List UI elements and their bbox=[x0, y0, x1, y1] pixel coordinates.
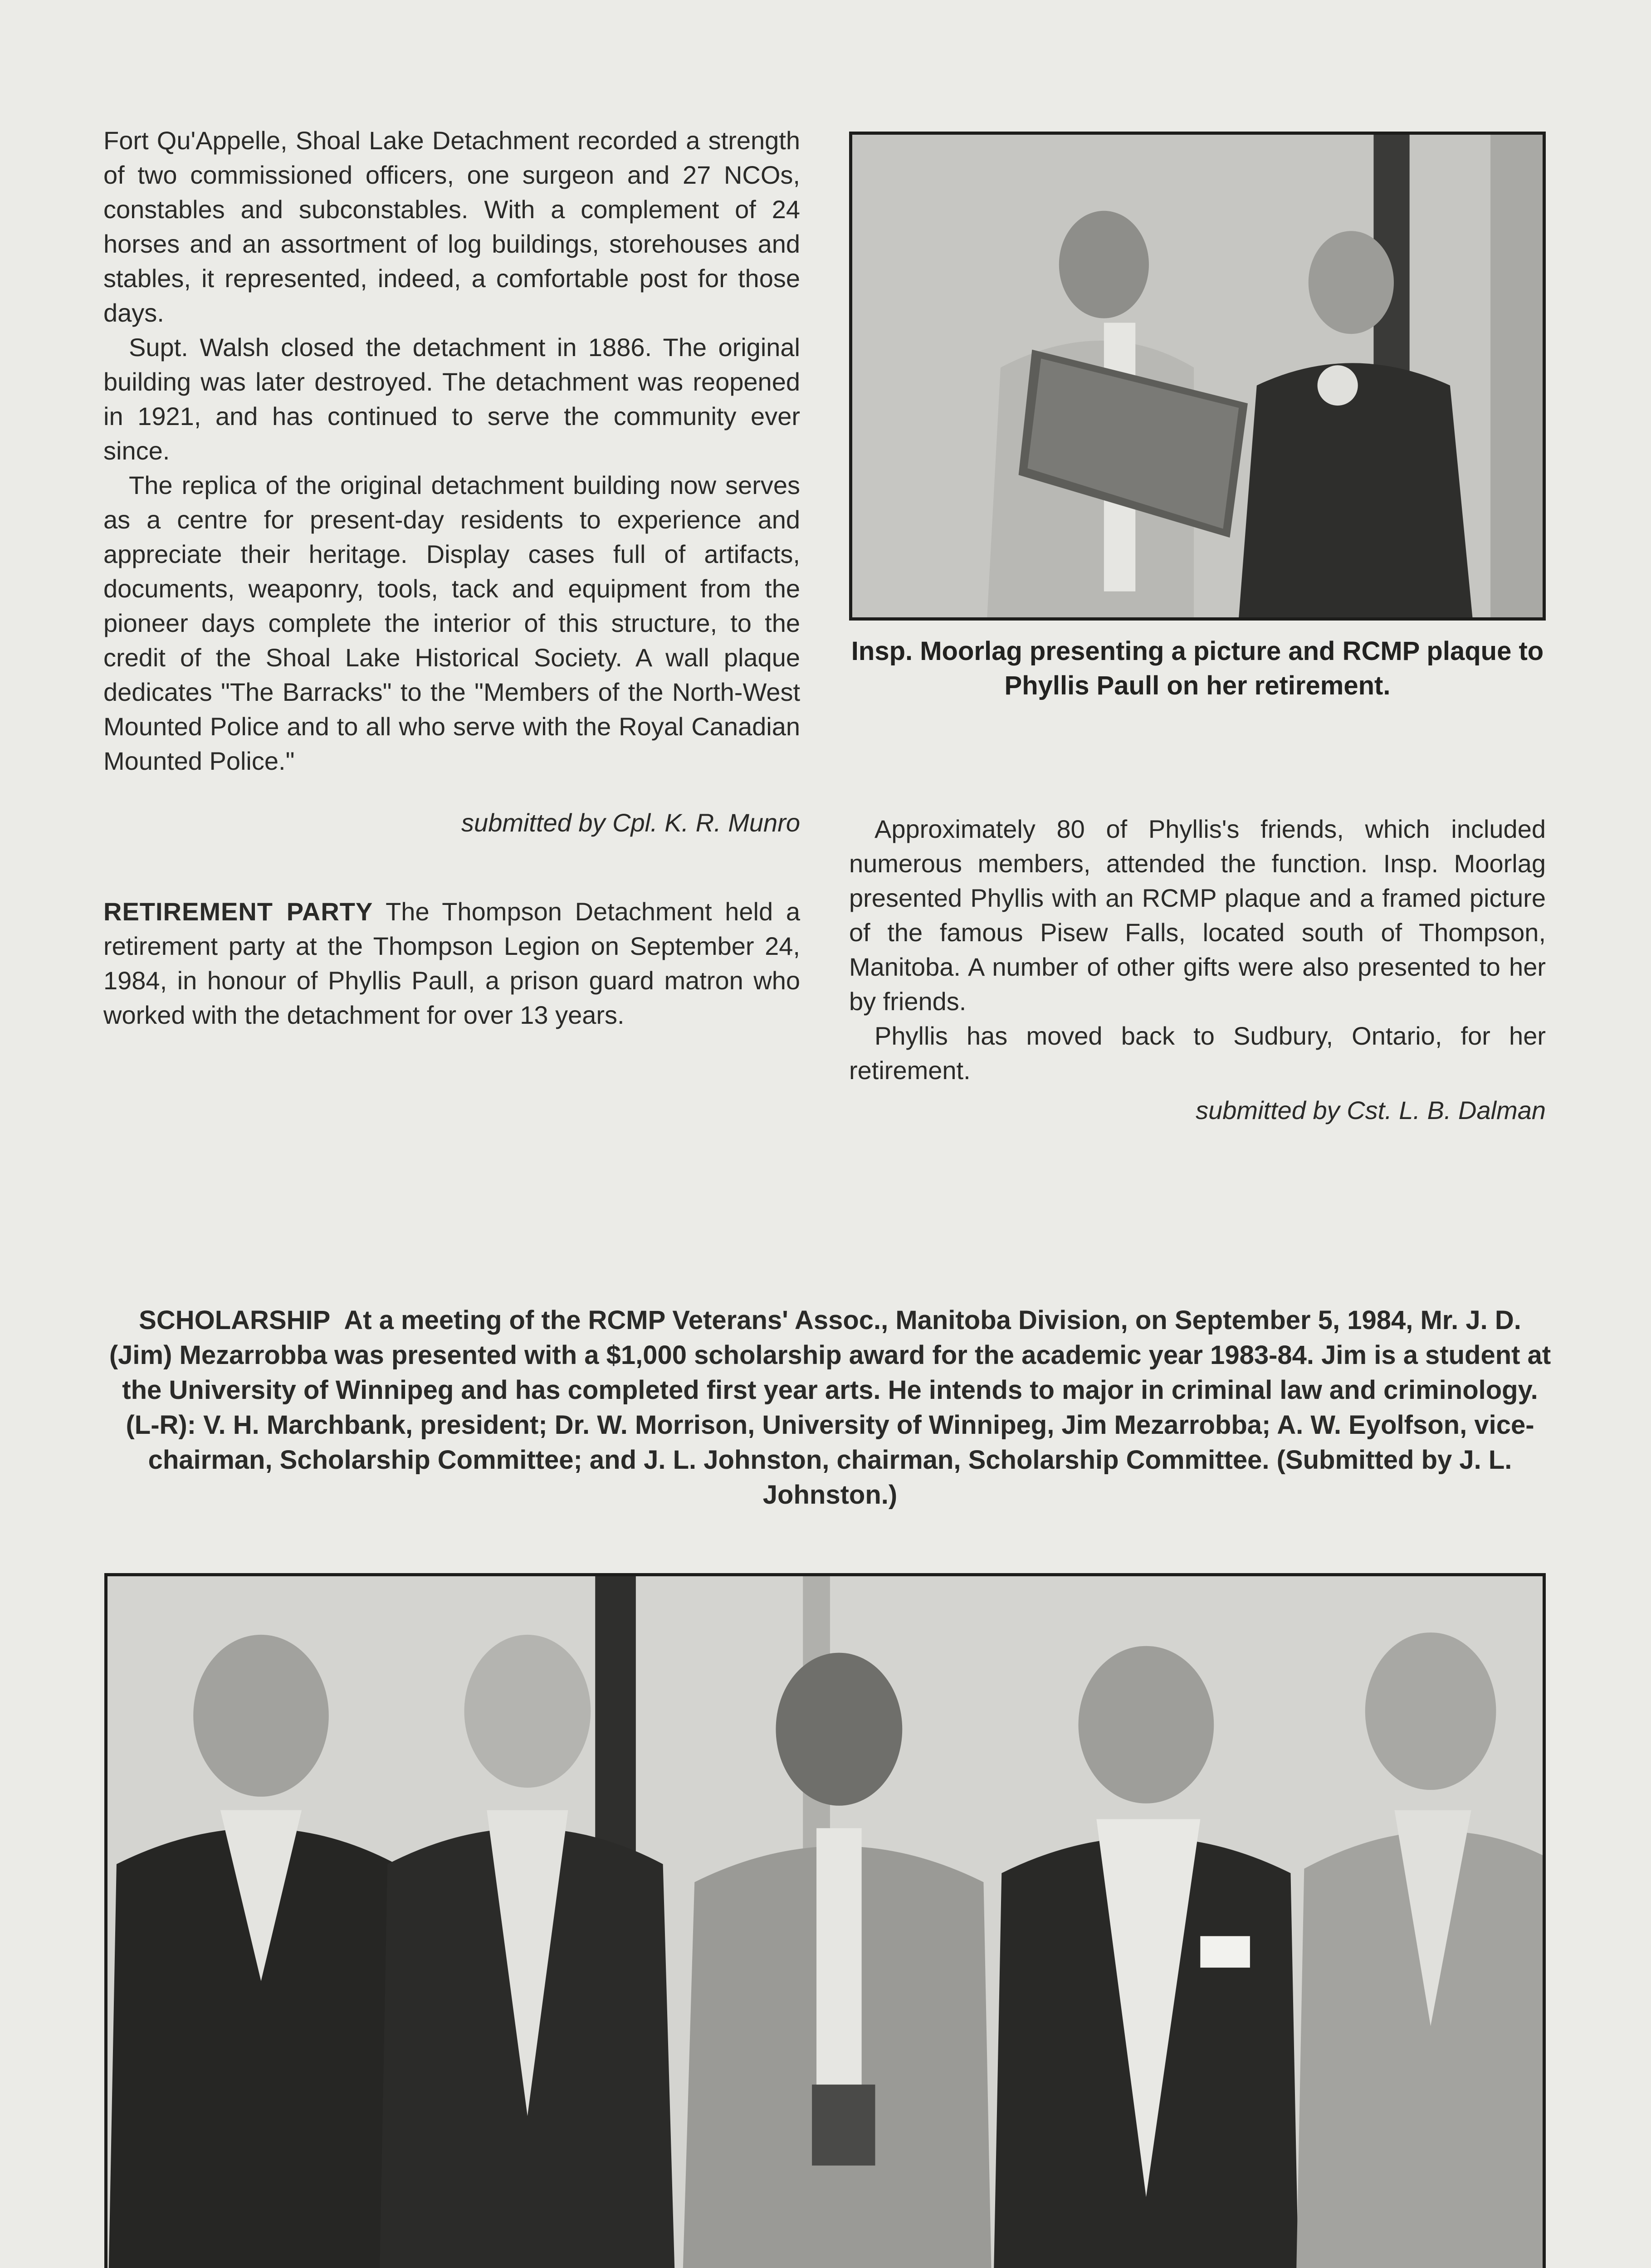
scholarship-caption bbox=[104, 1303, 1556, 1512]
scholarship-text: At a meeting of the RCMP Veterans' Assoc., Manitoba Division, on September 5, 1984, Mr. J. D. (Jim) Mezarrobba was presented with a $1,000 scholarship award for the academic year 1983-84. Jim is a student at the University of Winnipeg and has completed first year arts. He intends to major in criminal law and criminology. (L-R): V. H. Marchbank, president; Dr. W. Morrison, University of Winnipeg, Jim Mezarrobba; A. W. Eyolfson, vice-chairman, Scholarship Committee; and J. L. Johnston, chairman, Scholarship Committee. (Submitted by J. L. Johnston.) bbox=[109, 1305, 1551, 1510]
retirement-paragraph bbox=[103, 894, 800, 1032]
scholarship-photo-image bbox=[107, 1576, 1543, 2268]
right-column bbox=[849, 812, 1546, 1128]
article-paragraph: Approximately 80 of Phyllis's friends, which included numerous members, attended the function. Insp. Moorlag presented Phyllis with an RCMP plaque and a framed picture of the famous Pisew Falls, located south of Thompson, Manitoba. A number of other gifts were also presented to her by friends. bbox=[849, 815, 1546, 1016]
article-paragraph: Fort Qu'Appelle, Shoal Lake Detachment recorded a strength of two commissioned officers, one surgeon and 27 NCOs, constables and subconstables. With a complement of 24 horses and an assortment of log buildings, storehouses and stables, it represented, indeed, a comfortable post for those days. bbox=[103, 126, 800, 327]
retirement-text: The Thompson Detachment held a retirement party at the Thompson Legion on September 24, 1984, in honour of Phyllis Paull, a prison guard matron who worked with the detachment for over 13 years. bbox=[103, 897, 801, 1029]
scholarship-heading: SCHOLARSHIP bbox=[139, 1305, 331, 1335]
retirement-photo bbox=[849, 132, 1546, 621]
article-paragraph: The replica of the original detachment building now serves as a centre for present-day residents to experience and appreciate their heritage. Display cases full of artifacts, documents, weaponry, tools, tack and equipment from the pioneer days complete the interior of this structure, to the credit of the Shoal Lake Historical Society. A wall plaque dedicates "The Barracks" to the "Members of the North-West Mounted Police and to all who serve with the Royal Canadian Mounted Police." bbox=[103, 471, 800, 775]
scholarship-photo bbox=[104, 1573, 1546, 2268]
byline-munro: submitted by Cpl. K. R. Munro bbox=[461, 808, 800, 837]
left-column bbox=[103, 123, 800, 1032]
article-paragraph: Phyllis has moved back to Sudbury, Ontario, for her retirement. bbox=[849, 1022, 1546, 1085]
byline-dalman: submitted by Cst. L. B. Dalman bbox=[1196, 1096, 1546, 1124]
retirement-photo-caption: Insp. Moorlag presenting a picture and RCMP plaque to Phyllis Paull on her retirement. bbox=[851, 636, 1544, 700]
retirement-heading: RETIREMENT PARTY bbox=[103, 897, 373, 926]
retirement-photo-image bbox=[852, 135, 1543, 617]
article-paragraph: Supt. Walsh closed the detachment in 1886. The original building was later destroyed. The detachment was reopened in 1921, and has continued to serve the community ever since. bbox=[103, 333, 800, 465]
